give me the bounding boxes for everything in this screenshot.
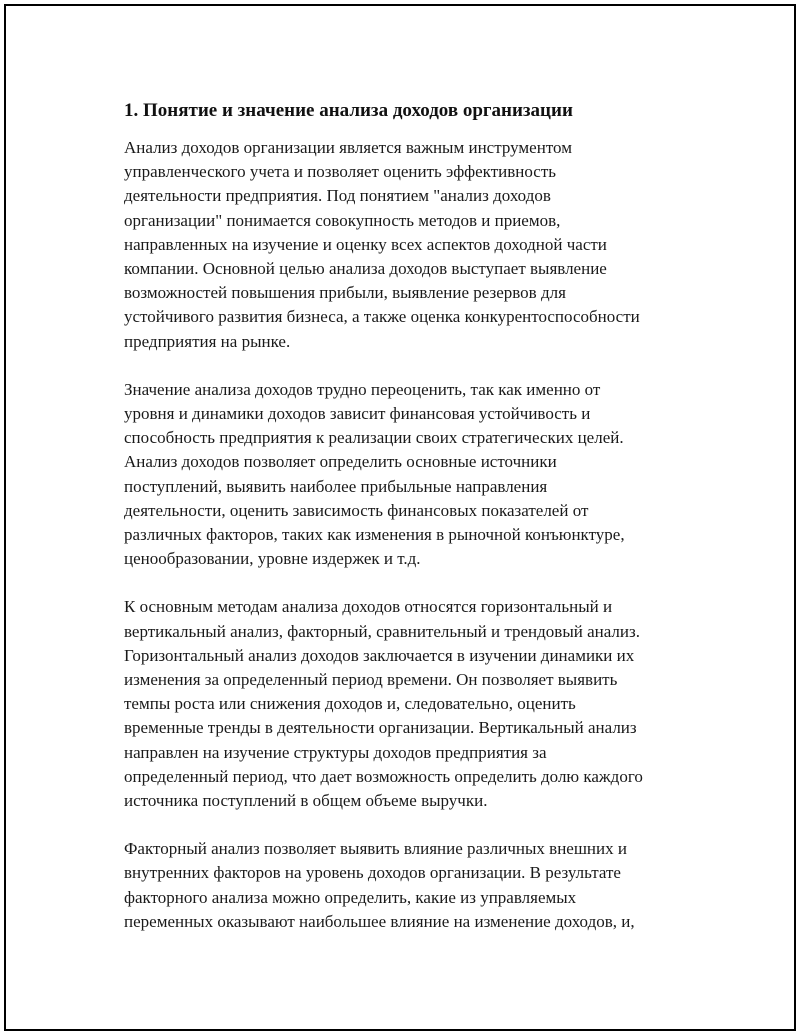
paragraph-line: Анализ доходов организации является важным инструментом [124,138,572,157]
paragraph-line: источника поступлений в общем объеме выручки. [124,791,488,811]
section-heading: 1. Понятие и значение анализа доходов организации [124,100,573,121]
paragraph-line: Значение анализа доходов трудно переоценить, так как именно от [124,379,601,399]
paragraph-line: предприятия на рынке. [124,331,291,351]
paragraph-line: факторного анализа можно определить, какие из управляемых [124,887,577,907]
paragraph-line: поступлений, выявить наиболее прибыльные направления [124,476,548,496]
paragraph-line: внутренних факторов на уровень доходов организации. В результате [124,863,621,883]
paragraphs-container [124,136,696,934]
paragraph-line: переменных оказывают наибольшее влияние на изменение доходов, и, [124,911,635,931]
paragraph-line: управленческого учета и позволяет оценить эффективность [124,162,557,182]
paragraph-line: деятельности предприятия. Под понятием "анализ доходов [124,186,551,206]
paragraph-line: устойчивого развития бизнеса, а также оценка конкурентоспособности [124,307,640,327]
paragraph-line: Анализ доходов позволяет определить основные источники [124,452,557,472]
paragraph-line: деятельности, оценить зависимость финансовых показателей от [124,500,589,520]
paragraph [124,136,696,354]
paragraph-line: направлен на изучение структуры доходов предприятия за [124,742,547,762]
paragraph-line: уровня и динамики доходов зависит финансовая устойчивость и [124,404,591,424]
paragraph-line: темпы роста или снижения доходов и, следовательно, оценить [124,694,576,714]
document-body [124,99,696,958]
paragraph-line: возможностей повышения прибыли, выявление резервов для [124,283,566,303]
paragraph [124,595,696,813]
paragraph-line: изменения за определенный период времени. Он позволяет выявить [124,670,618,690]
paragraph-line: Факторный анализ позволяет выявить влияние различных внешних и [124,839,627,859]
paragraph-line: Горизонтальный анализ доходов заключается в изучении динамики их [124,645,635,665]
paragraph-line: К основным методам анализа доходов относятся горизонтальный и [124,597,613,617]
paragraph-line: компании. Основной целью анализа доходов выступает выявление [124,259,607,279]
paragraph [124,378,696,572]
page-frame [4,4,796,1031]
paragraph-line: вертикальный анализ, факторный, сравнительный и трендовый анализ. [124,621,640,641]
paragraph-line: организации" понимается совокупность методов и приемов, [124,210,561,230]
paragraph-line: способность предприятия к реализации своих стратегических целей. [124,428,624,448]
paragraph-line: определенный период, что дает возможность определить долю каждого [124,766,643,786]
paragraph-line: временные тренды в деятельности организации. Вертикальный анализ [124,718,637,738]
paragraph [124,837,696,934]
paragraph-line: направленных на изучение и оценку всех аспектов доходной части [124,234,607,254]
paragraph-line: различных факторов, таких как изменения в рыночной конъюнктуре, [124,525,625,545]
paragraph-line: ценообразовании, уровне издержек и т.д. [124,549,421,569]
